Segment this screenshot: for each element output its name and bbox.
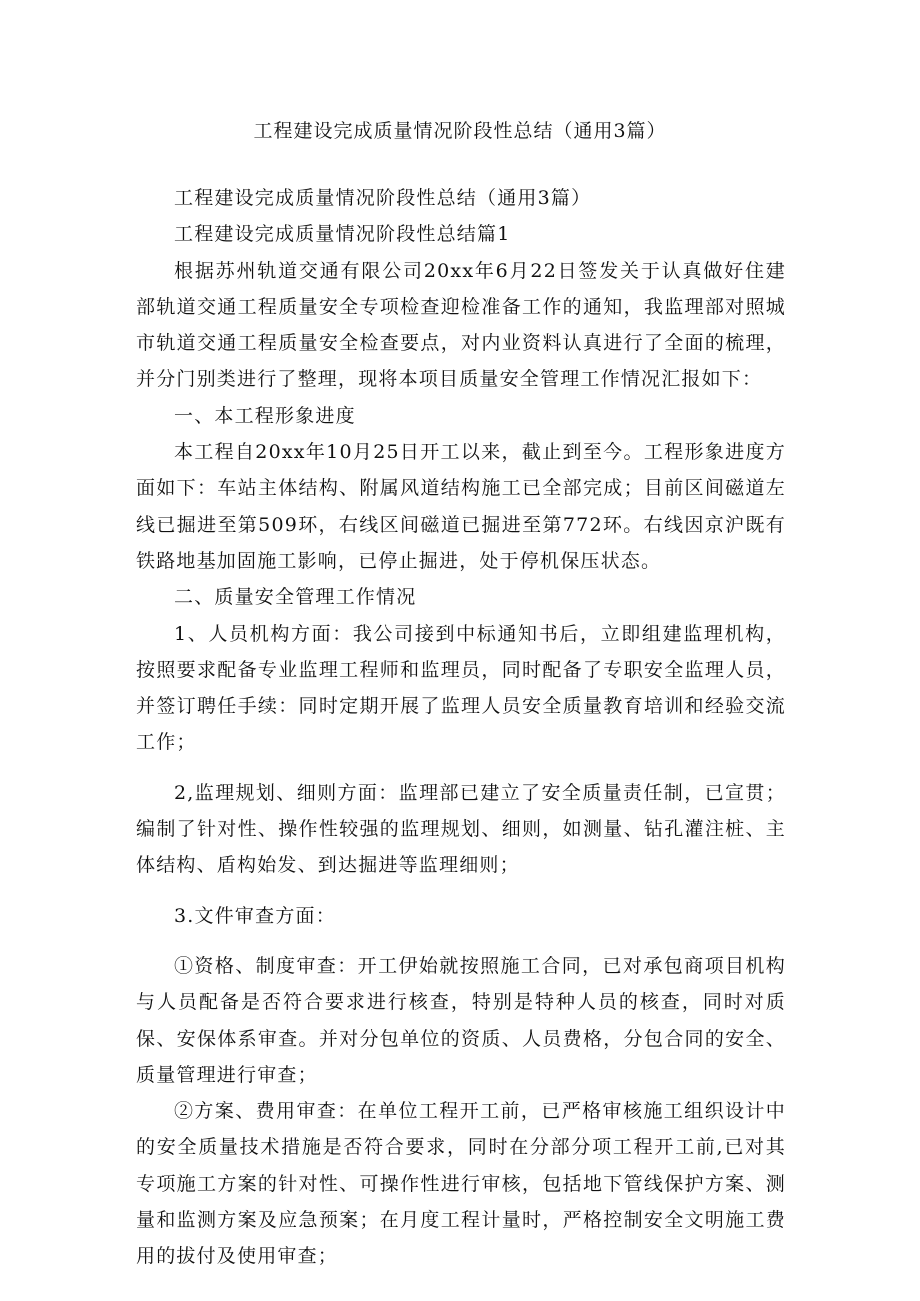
paragraph-intro: 根据苏州轨道交通有限公司20xx年6月22日签发关于认真做好住建部轨道交通工程质量安全专项检查迎检准备工作的通知，我监理部对照城市轨道交通工程质量安全检查要点，对内业资料认真进行了全面的梳理，并分门别类进行了整理，现将本项目质量安全管理工作情况汇报如下： (136, 259, 786, 391)
paragraph-planning: 2,监理规划、细则方面：监理部已建立了安全质量责任制，已宣贯；编制了针对性、操作性较强的监理规划、细则，如测量、钻孔灌注桩、主体结构、盾构始发、到达掘进等监理细则； (136, 781, 786, 877)
paragraph-section-heading: 工程建设完成质量情况阶段性总结篇1 (174, 223, 511, 246)
heading-management: 二、质量安全管理工作情况 (174, 586, 417, 609)
paragraph-subtitle: 工程建设完成质量情况阶段性总结（通用3篇） (174, 187, 592, 209)
paragraph-plan-cost-review: ②方案、费用审查：在单位工程开工前，已严格审核施工组织设计中的安全质量技术措施是否符合要求，同时在分部分项工程开工前,已对其专项施工方案的针对性、可操作性进行审核，包括地下管线保护方案、测量和监测方案及应急预案；在月度工程计量时，严格控制安全文明施工费用的拔付及使用审查； (136, 1100, 786, 1268)
paragraph-qualification-review: ①资格、制度审查：开工伊始就按照施工合同，已对承包商项目机构与人员配备是否符合要求进行核查，特别是特种人员的核查，同时对质保、安保体系审查。并对分包单位的资质、人员费格，分包合同的安全、质量管理进行审查； (136, 954, 786, 1086)
document-body (136, 180, 786, 1275)
document-title: 工程建设完成质量情况阶段性总结（通用3篇） (253, 120, 667, 142)
paragraph-progress: 本工程自20xx年10月25日开工以来，截止到至今。工程形象进度方面如下：车站主体结构、附属风道结构施工已全部完成；目前区间磁道左线已掘进至第509环，右线区间磁道已掘进至第772环。右线因京沪既有铁路地基加固施工影响，已停止掘进，处于停机保压状态。 (136, 441, 786, 572)
paragraph-document-review: 3.文件审查方面： (174, 904, 336, 927)
heading-progress: 一、本工程形象进度 (174, 404, 356, 427)
paragraph-personnel: 1、人员机构方面：我公司接到中标通知书后，立即组建监理机构，按照要求配备专业监理工程师和监理员，同时配备了专职安全监理人员，并签订聘任手续：同时定期开展了监理人员安全质量教育培训和经验交流工作； (136, 622, 786, 754)
